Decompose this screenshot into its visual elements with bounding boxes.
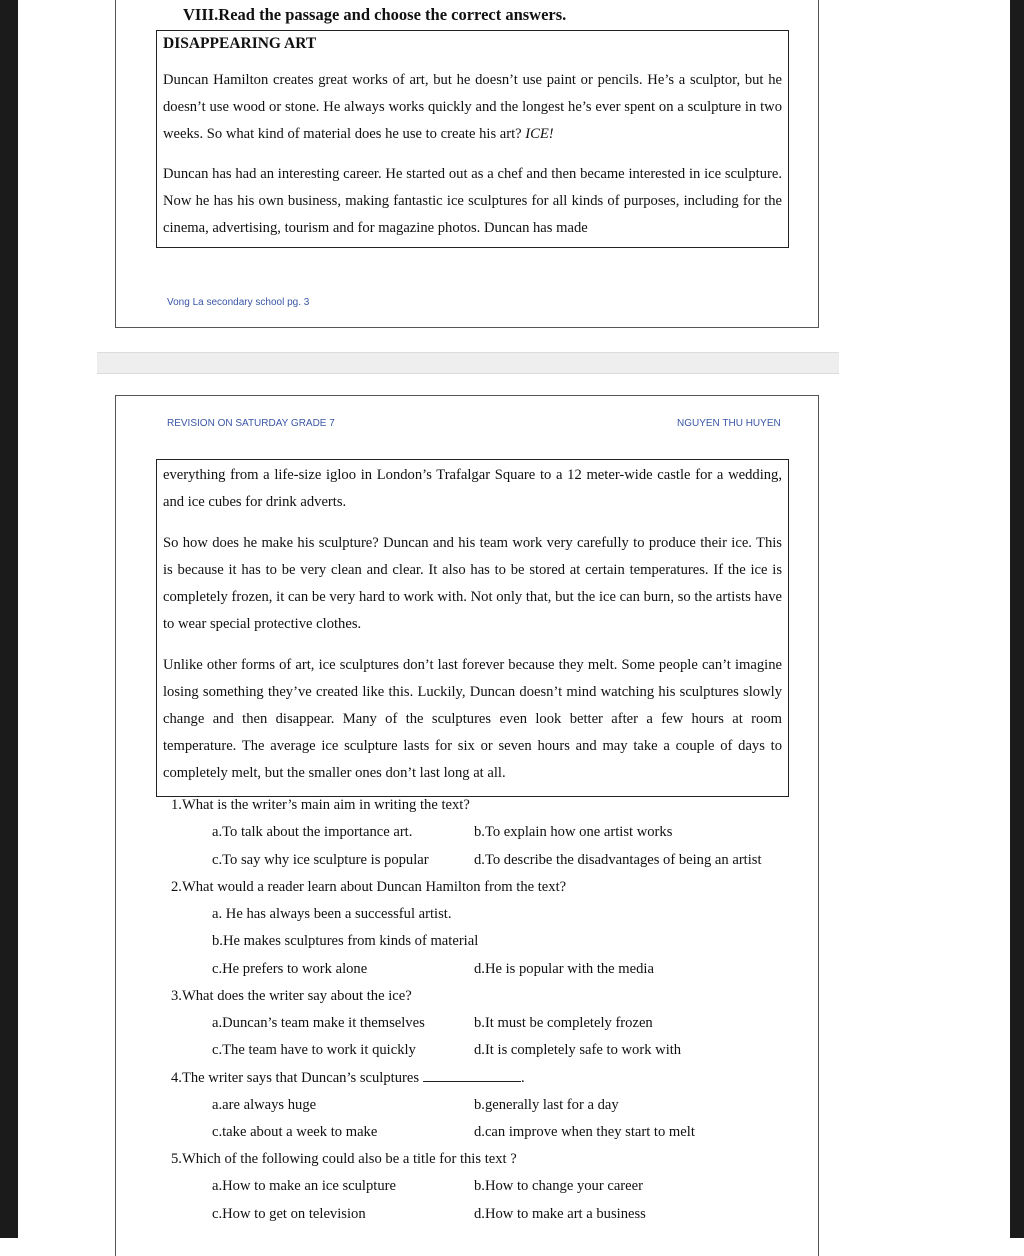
q4-option-d: d.can improve when they start to melt [474, 1124, 695, 1140]
question-1: 1.What is the writer’s main aim in writing the text? [171, 797, 470, 813]
q2-option-b: b.He makes sculptures from kinds of material [212, 933, 479, 949]
question-4: 4.The writer says that Duncan’s sculptures . [171, 1070, 525, 1086]
passage-paragraph-3: everything from a life-size igloo in London’s Trafalgar Square to a 12 meter-wide castle for a wedding, and ice cubes for drink adverts. [163, 467, 782, 510]
passage-box-part1 [156, 30, 789, 248]
q3-option-c: c.The team have to work it quickly [212, 1042, 416, 1058]
q5-option-d: d.How to make art a business [474, 1206, 646, 1222]
question-5: 5.Which of the following could also be a title for this text ? [171, 1151, 517, 1167]
exercise-heading: VIII.Read the passage and choose the correct answers. [183, 5, 567, 24]
q4-option-b: b.generally last for a day [474, 1097, 619, 1113]
page-header-right: NGUYEN THU HUYEN [677, 418, 781, 429]
passage-box-part2 [156, 459, 789, 797]
passage-paragraph-2: Duncan has had an interesting career. He started out as a chef and then became interested in ice sculpture. Now he has his own business, making fantastic ice sculptures for all kinds of purposes, including for the cinema, advertising, tourism and for magazine photos. Duncan has made [163, 166, 782, 236]
q5-option-c: c.How to get on television [212, 1206, 366, 1222]
passage-paragraph-5: Unlike other forms of art, ice sculptures don’t last forever because they melt. Some people can’t imagine losing something they’ve created like this. Luckily, Duncan doesn’t mind watching his sculptures slowly change and then disappear. Many of the sculptures even look better after a few hours at room temperature. The average ice sculpture lasts for six or seven hours and may take a couple of days to completely melt, but the smaller ones don’t last long at all. [163, 657, 782, 781]
passage-title: DISAPPEARING ART [163, 35, 317, 52]
page-header-left: REVISION ON SATURDAY GRADE 7 [167, 418, 335, 429]
q5-option-b: b.How to change your career [474, 1178, 643, 1194]
passage-paragraph-4: So how does he make his sculpture? Duncan and his team work very carefully to produce their ice. This is because it has to be very clean and clear. It also has to be stored at certain temperatures. If the ice is completely frozen, it can be very hard to work with. Not only that, but the ice can burn, so the artists have to wear special protective clothes. [163, 535, 782, 632]
q4-option-a: a.are always huge [212, 1097, 317, 1113]
page-footer: Vong La secondary school pg. 3 [167, 297, 310, 308]
page-gap [97, 352, 839, 374]
passage-paragraph-1: Duncan Hamilton creates great works of art, but he doesn’t use paint or pencils. He’s a sculptor, but he doesn’t use wood or stone. He always works quickly and the longest he’s ever spent on a sculpture in two weeks. So what kind of material does he use to create his art? ICE! [163, 72, 782, 142]
q3-option-d: d.It is completely safe to work with [474, 1042, 682, 1058]
q5-option-a: a.How to make an ice sculpture [212, 1178, 396, 1194]
q4-option-c: c.take about a week to make [212, 1124, 378, 1140]
question-2: 2.What would a reader learn about Duncan Hamilton from the text? [171, 879, 567, 895]
q2-option-c: c.He prefers to work alone [212, 961, 368, 977]
q2-option-a: a. He has always been a successful artist. [212, 906, 452, 922]
viewer-edge-left [0, 0, 18, 1238]
question-3: 3.What does the writer say about the ice? [171, 988, 412, 1004]
q1-option-d: d.To describe the disadvantages of being an artist [474, 852, 762, 868]
answer-blank [423, 1071, 521, 1082]
viewer-edge-right [1010, 0, 1024, 1238]
q2-option-d: d.He is popular with the media [474, 961, 654, 977]
q3-option-a: a.Duncan’s team make it themselves [212, 1015, 425, 1031]
q3-option-b: b.It must be completely frozen [474, 1015, 653, 1031]
q1-option-c: c.To say why ice sculpture is popular [212, 852, 429, 868]
q1-option-b: b.To explain how one artist works [474, 824, 673, 840]
q1-option-a: a.To talk about the importance art. [212, 824, 413, 840]
